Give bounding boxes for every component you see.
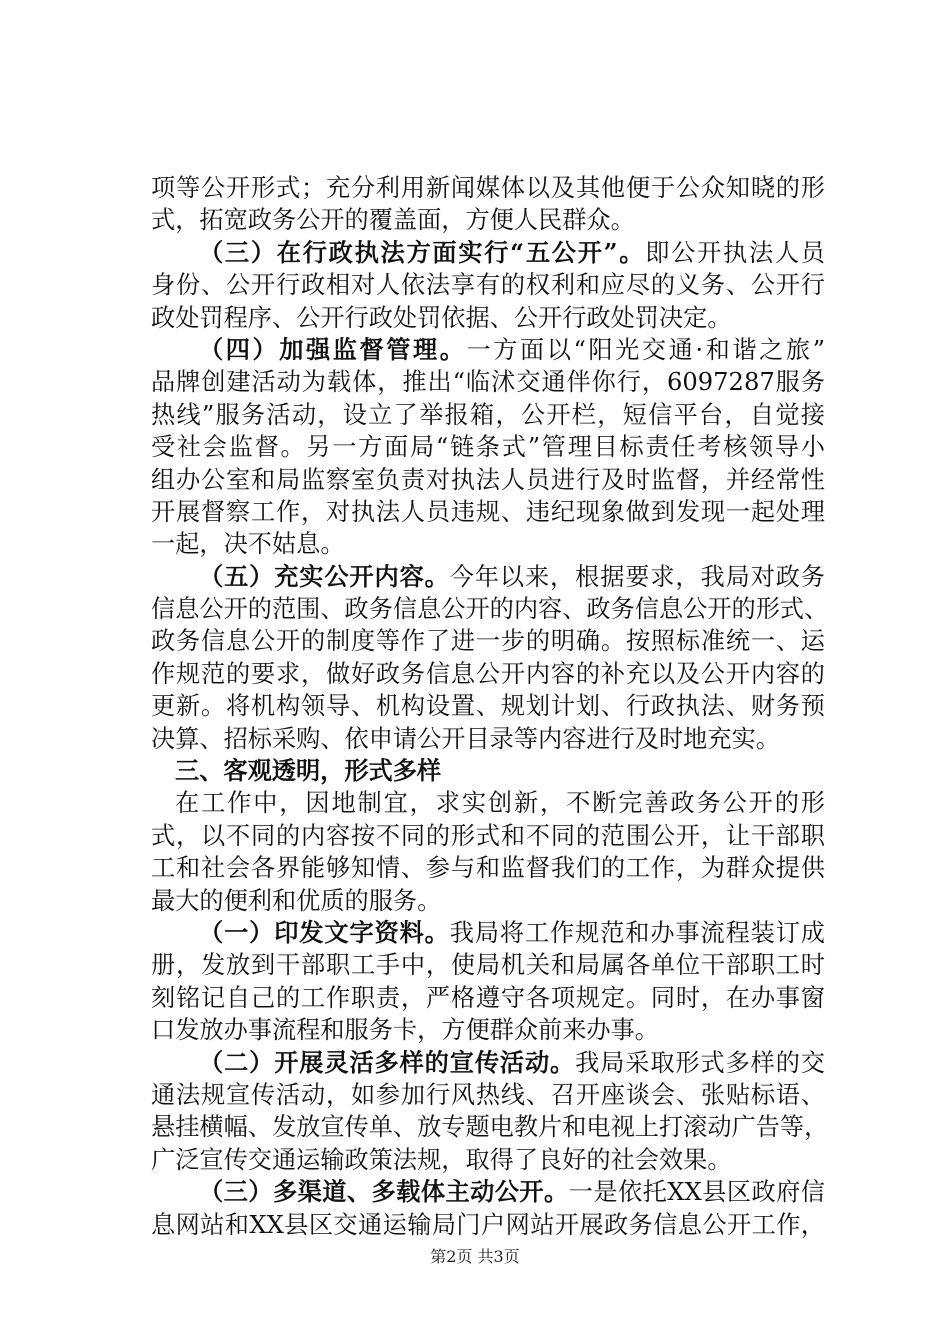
paragraph-lead: （五）充实公开内容。 bbox=[199, 561, 450, 591]
text-line: 政处罚程序、公开行政处罚依据、公开行政处罚决定。 bbox=[151, 303, 732, 332]
text-line: 一起，决不姑息。 bbox=[151, 530, 345, 559]
text-line: 息网站和XX县区交通运输局门户网站开展政务信息公开工作， bbox=[151, 1210, 825, 1239]
paragraph bbox=[151, 1176, 825, 1241]
document-body bbox=[151, 172, 829, 1241]
text-line: 广泛宣传交通运输政策法规，取得了良好的社会效果。 bbox=[151, 1145, 732, 1174]
text-line bbox=[151, 917, 825, 949]
text-line: 品牌创建活动为载体，推出“临沭交通伴你行，6097287服务 bbox=[151, 368, 825, 397]
paragraph bbox=[151, 172, 825, 237]
text-span: 今年以来，根据要求，我局对政务 bbox=[449, 562, 825, 591]
text-line bbox=[151, 561, 825, 593]
text-line: 册，发放到干部职工手中，使局机关和局属各单位干部职工时 bbox=[151, 951, 825, 980]
text-span: 我局采取形式多样的交 bbox=[575, 1048, 825, 1077]
text-line: 口发放办事流程和服务卡，方便群众前来办事。 bbox=[151, 1016, 659, 1045]
text-line: 作规范的要求，做好政务信息公开内容的补充以及公开内容的 bbox=[151, 659, 825, 688]
text-span: 即公开执法人员 bbox=[645, 238, 825, 267]
text-line: 开展督察工作，对执法人员违规、违纪现象做到发现一起处理 bbox=[151, 497, 825, 526]
paragraph-lead: （一）印发文字资料。 bbox=[199, 917, 450, 947]
text-line bbox=[151, 1047, 825, 1079]
text-span: 一是依托XX县区政府信 bbox=[568, 1178, 825, 1207]
text-span: 我局将工作规范和办事流程装订成 bbox=[449, 918, 825, 947]
paragraph bbox=[151, 1047, 829, 1177]
text-line: 政务信息公开的制度等作了进一步的明确。按照标准统一、运 bbox=[151, 627, 825, 656]
text-line: 悬挂横幅、发放宣传单、放专题电教片和电视上打滚动广告等， bbox=[151, 1113, 829, 1142]
paragraph bbox=[151, 334, 825, 561]
text-line: 更新。将机构领导、机构设置、规划计划、行政执法、财务预 bbox=[151, 692, 825, 721]
text-line: 热线”服务活动，设立了举报箱，公开栏，短信平台，自觉接 bbox=[151, 400, 825, 429]
text-line: 组办公室和局监察室负责对执法人员进行及时监督，并经常性 bbox=[151, 465, 825, 494]
paragraph bbox=[151, 787, 825, 917]
paragraph bbox=[151, 561, 829, 755]
text-line bbox=[151, 1176, 825, 1208]
paragraph-lead: （三）多渠道、多载体主动公开。 bbox=[199, 1177, 569, 1207]
text-line: 式，拓宽政务公开的覆盖面，方便人民群众。 bbox=[151, 206, 635, 235]
text-line bbox=[151, 237, 825, 269]
text-line: 身份、公开行政相对人依法享有的权利和应尽的义务、公开行 bbox=[151, 271, 825, 300]
text-line: 式，以不同的内容按不同的形式和不同的范围公开，让干部职 bbox=[151, 821, 825, 850]
paragraph bbox=[151, 237, 825, 334]
paragraph bbox=[151, 917, 825, 1047]
text-line: 工和社会各界能够知情、参与和监督我们的工作，为群众提供 bbox=[151, 854, 825, 883]
text-line: 信息公开的范围、政务信息公开的内容、政务信息公开的形式、 bbox=[151, 595, 829, 624]
text-line: 最大的便利和优质的服务。 bbox=[151, 886, 442, 915]
heading-text: 三、客观透明，形式多样 bbox=[175, 756, 442, 786]
page-number-footer: 第2页 共3页 bbox=[430, 1247, 520, 1266]
text-span: 一方面以“阳光交通·和谐之旅” bbox=[466, 335, 825, 364]
paragraph-lead: （二）开展灵活多样的宣传活动。 bbox=[199, 1047, 576, 1077]
text-line: 通法规宣传活动，如参加行风热线、召开座谈会、张贴标语、 bbox=[151, 1080, 825, 1109]
text-line bbox=[151, 334, 825, 366]
text-line: 项等公开形式；充分利用新闻媒体以及其他便于公众知晓的形 bbox=[151, 174, 825, 202]
paragraph-lead: （三）在行政执法方面实行“五公开”。 bbox=[199, 237, 646, 267]
text-line: 受社会监督。另一方面局“链条式”管理目标责任考核领导小 bbox=[151, 433, 825, 462]
text-line: 决算、招标采购、依申请公开目录等内容进行及时地充实。 bbox=[151, 724, 780, 753]
text-line: 在工作中，因地制宜，求实创新，不断完善政务公开的形 bbox=[175, 789, 825, 818]
text-line: 刻铭记自己的工作职责，严格遵守各项规定。同时，在办事窗 bbox=[151, 983, 825, 1012]
paragraph-lead: （四）加强监督管理。 bbox=[199, 334, 467, 364]
section-heading bbox=[151, 755, 825, 787]
